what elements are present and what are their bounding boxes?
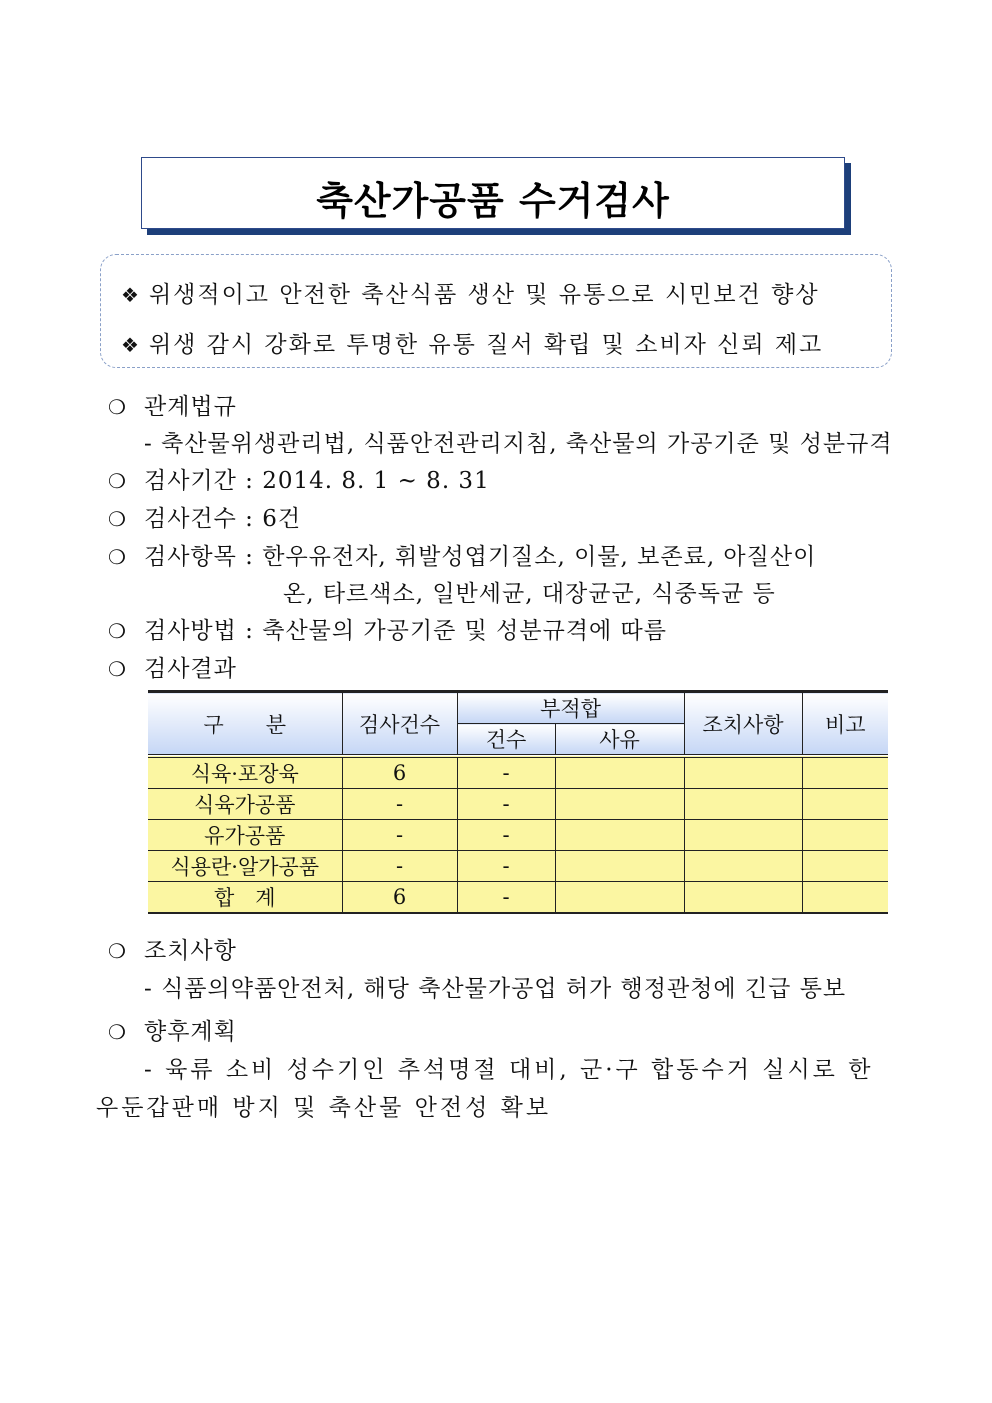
items-line-continued: 온, 타르색소, 일반세균, 대장균군, 식중독균 등 [283, 581, 776, 607]
cell-action [684, 789, 802, 820]
results-heading: ❍ 검사결과 [108, 656, 237, 682]
goal-item [121, 276, 820, 309]
cell-category: 식용란·알가공품 [148, 851, 342, 882]
goal-text: 위생적이고 안전한 축산식품 생산 및 유통으로 시민보건 향상 [148, 282, 820, 308]
table-row [148, 851, 888, 882]
plan-detail: - 육류 소비 성수기인 추석명절 대비, 군·구 합동수거 실시로 한 [144, 1057, 874, 1083]
circle-bullet-icon: ❍ [108, 507, 127, 531]
goal-item [121, 326, 823, 359]
cell-inspected: - [342, 820, 457, 851]
circle-bullet-icon: ❍ [108, 1020, 127, 1044]
count-line: ❍ 검사건수 : 6건 [108, 506, 302, 532]
cell-remarks [802, 789, 888, 820]
header-inspected: 검사건수 [342, 692, 457, 757]
circle-bullet-icon: ❍ [108, 395, 127, 419]
period-line: ❍ 검사기간 : 2014. 8. 1 ~ 8. 31 [108, 468, 490, 494]
plan-heading: ❍ 향후계획 [108, 1019, 237, 1045]
cell-category: 식육·포장육 [148, 756, 342, 789]
cell-action [684, 820, 802, 851]
circle-bullet-icon: ❍ [108, 657, 127, 681]
law-detail: - 축산물위생관리법, 식품안전관리지침, 축산물의 가공기준 및 성분규격 [144, 431, 893, 457]
law-heading: ❍ 관계법규 [108, 394, 237, 420]
cell-nc-count: - [457, 820, 555, 851]
items-line: ❍ 검사항목 : 한우유전자, 휘발성엽기질소, 이물, 보존료, 아질산이 [108, 544, 817, 570]
cell-action [684, 882, 802, 914]
cell-nc-reason [555, 851, 684, 882]
circle-bullet-icon: ❍ [108, 619, 127, 643]
cell-category: 식육가공품 [148, 789, 342, 820]
header-nc-count: 건수 [457, 724, 555, 757]
cell-nc-count: - [457, 851, 555, 882]
circle-bullet-icon: ❍ [108, 545, 127, 569]
table-row [148, 789, 888, 820]
cell-nc-count: - [457, 789, 555, 820]
header-remarks: 비고 [802, 692, 888, 757]
circle-bullet-icon: ❍ [108, 469, 127, 493]
goals-box [100, 254, 892, 368]
actions-detail: - 식품의약품안전처, 해당 축산물가공업 허가 행정관청에 긴급 통보 [144, 976, 847, 1002]
table-row-total [148, 882, 888, 914]
cell-inspected: 6 [342, 756, 457, 789]
cell-nc-reason [555, 820, 684, 851]
results-table [148, 690, 888, 914]
plan-detail-continued: 우둔갑판매 방지 및 축산물 안전성 확보 [96, 1095, 552, 1121]
diamond-bullet-icon: ❖ [121, 333, 139, 357]
header-action: 조치사항 [684, 692, 802, 757]
cell-nc-reason [555, 756, 684, 789]
cell-remarks [802, 756, 888, 789]
header-category: 구 분 [148, 692, 342, 757]
cell-nc-count: - [457, 882, 555, 914]
title-box [141, 157, 845, 229]
cell-nc-count: - [457, 756, 555, 789]
cell-inspected: 6 [342, 882, 457, 914]
cell-action [684, 756, 802, 789]
table-row [148, 756, 888, 789]
cell-nc-reason [555, 882, 684, 914]
page-title: 축산가공품 수거검사 [316, 179, 670, 223]
method-line: ❍ 검사방법 : 축산물의 가공기준 및 성분규격에 따름 [108, 618, 667, 644]
header-nonconforming: 부적합 [457, 692, 684, 724]
header-nc-reason: 사유 [555, 724, 684, 757]
actions-heading: ❍ 조치사항 [108, 938, 237, 964]
table-row [148, 820, 888, 851]
circle-bullet-icon: ❍ [108, 939, 127, 963]
cell-remarks [802, 882, 888, 914]
cell-category: 합 계 [148, 882, 342, 914]
cell-inspected: - [342, 851, 457, 882]
diamond-bullet-icon: ❖ [121, 283, 139, 307]
cell-remarks [802, 820, 888, 851]
cell-category: 유가공품 [148, 820, 342, 851]
cell-nc-reason [555, 789, 684, 820]
cell-remarks [802, 851, 888, 882]
cell-inspected: - [342, 789, 457, 820]
goal-text: 위생 감시 강화로 투명한 유통 질서 확립 및 소비자 신뢰 제고 [148, 332, 824, 358]
cell-action [684, 851, 802, 882]
